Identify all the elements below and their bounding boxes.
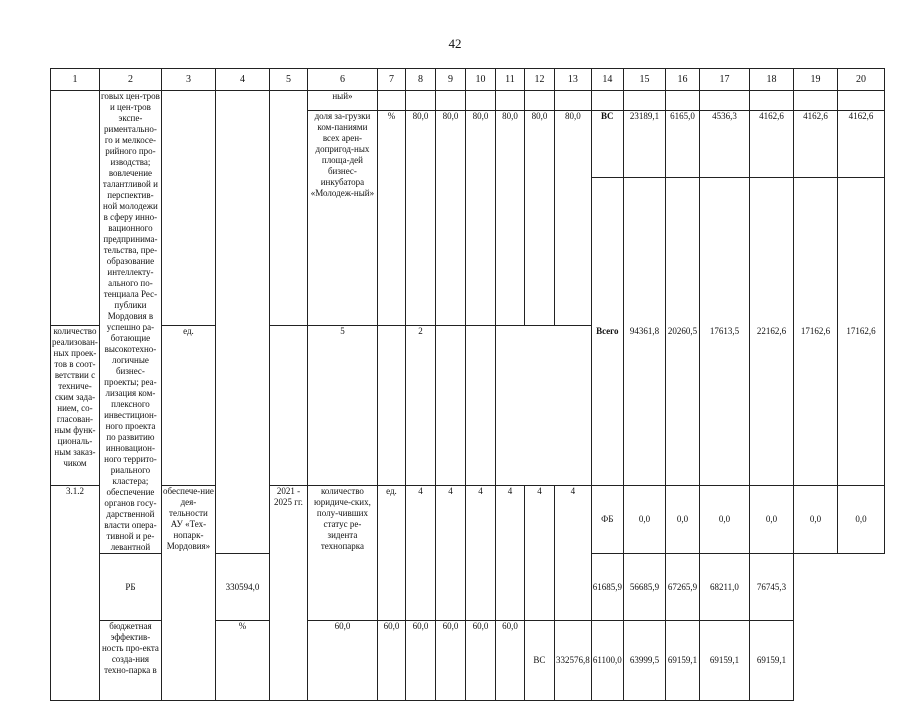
cell-amount: 69159,1 bbox=[749, 621, 793, 701]
cell-amount: 4162,6 bbox=[837, 111, 884, 178]
cell bbox=[793, 91, 837, 111]
col-header: 8 bbox=[405, 69, 435, 91]
program-table bbox=[50, 68, 885, 701]
cell-event bbox=[161, 91, 215, 326]
col-header: 4 bbox=[215, 69, 269, 91]
cell-amount: 94361,8 bbox=[623, 177, 665, 486]
cell-num bbox=[51, 91, 100, 326]
cell-value bbox=[269, 326, 307, 486]
cell-indicator: бюджетная эффектив-ность про-екта созда-ния техно-парка в bbox=[99, 621, 161, 701]
table-row bbox=[51, 91, 885, 111]
col-header: 14 bbox=[591, 69, 623, 91]
cell-value: 4 bbox=[405, 486, 435, 621]
cell-amount: 17613,5 bbox=[699, 177, 749, 486]
cell-value: 80,0 bbox=[495, 111, 524, 326]
cell-value: 80,0 bbox=[465, 111, 495, 326]
col-header: 20 bbox=[837, 69, 884, 91]
cell-amount: 332576,8 bbox=[554, 621, 591, 701]
col-header: 3 bbox=[161, 69, 215, 91]
cell bbox=[554, 91, 591, 111]
cell bbox=[435, 91, 465, 111]
cell bbox=[465, 91, 495, 111]
cell-value bbox=[435, 326, 465, 486]
cell bbox=[623, 91, 665, 111]
header-row bbox=[51, 69, 885, 91]
cell-amount: 0,0 bbox=[699, 486, 749, 554]
cell-value: 80,0 bbox=[435, 111, 465, 326]
cell bbox=[665, 91, 699, 111]
cell-value bbox=[465, 326, 495, 486]
cell-amount: 17162,6 bbox=[837, 177, 884, 486]
col-header: 18 bbox=[749, 69, 793, 91]
cell-value: 60,0 bbox=[435, 621, 465, 701]
cell-amount: 4162,6 bbox=[749, 111, 793, 178]
cell-amount: 56685,9 bbox=[623, 554, 665, 621]
col-header: 5 bbox=[269, 69, 307, 91]
col-header: 15 bbox=[623, 69, 665, 91]
cell-unit: % bbox=[377, 111, 405, 326]
cell-amount: 22162,6 bbox=[749, 177, 793, 486]
cell-amount: 20260,5 bbox=[665, 177, 699, 486]
cell-value: 4 bbox=[435, 486, 465, 621]
cell-amount: 0,0 bbox=[837, 486, 884, 554]
cell-value bbox=[377, 326, 405, 486]
cell-indicator: количество реализован-ных проек-тов в соот-ветствии с техниче-ским зада-нием, со-гласован-ным функ-циональ-ным заказ-чиком bbox=[51, 326, 100, 486]
cell bbox=[699, 91, 749, 111]
cell-value: 4 bbox=[554, 486, 591, 621]
cell bbox=[524, 91, 554, 111]
cell-amount: 0,0 bbox=[749, 486, 793, 554]
cell bbox=[405, 91, 435, 111]
cell-value: 60,0 bbox=[307, 621, 377, 701]
cell-source: ВС bbox=[524, 621, 554, 701]
cell-amount: 61685,9 bbox=[591, 554, 623, 621]
cell-source: ВС bbox=[591, 111, 623, 178]
cell-unit: ед. bbox=[161, 326, 215, 486]
col-header: 13 bbox=[554, 69, 591, 91]
col-header: 12 bbox=[524, 69, 554, 91]
col-header: 1 bbox=[51, 69, 100, 91]
cell-indicator: доля за-грузки ком-паниями всех арен-допригод-ных площа-дей бизнес-инкубатора «Молодеж-ный» bbox=[307, 111, 377, 326]
cell-num: 3.1.2 bbox=[51, 486, 100, 701]
cell-value: 60,0 bbox=[495, 621, 524, 701]
cell bbox=[749, 91, 793, 111]
cell-amount: 4162,6 bbox=[793, 111, 837, 178]
col-header: 19 bbox=[793, 69, 837, 91]
cell-amount: 0,0 bbox=[793, 486, 837, 554]
col-header: 11 bbox=[495, 69, 524, 91]
cell bbox=[591, 91, 623, 111]
cell-value: 80,0 bbox=[554, 111, 591, 326]
table-row bbox=[51, 486, 885, 554]
cell-amount: 0,0 bbox=[665, 486, 699, 554]
cell-value: 60,0 bbox=[405, 621, 435, 701]
page-number: 42 bbox=[448, 36, 462, 51]
col-header: 17 bbox=[699, 69, 749, 91]
cell-value: 2 bbox=[405, 326, 435, 486]
cell-indicator: ный» bbox=[307, 91, 377, 111]
cell-goal: говых цен-тров и цен-тров экспе-риментально-го и мелкосе-рийного про-изводства; вовлечение талантливой и перспектив-ной молодежи в сферу инно-вационного предпринима-тельства, пре-образование интеллекту-ального по-тенциала Рес-публики Мордовия в успешно ра-ботающие высокотехно-логичные бизнес-проекты; реа-лизация ком-плексного инвестицион-ного проекта по развитию инновацион-ного террито-риального кластера; обеспечение органов госу-дарственной власти опера-тивной и ре-левантной bbox=[100, 91, 160, 552]
cell-period bbox=[269, 91, 307, 326]
cell-unit: % bbox=[215, 621, 269, 701]
cell-unit: ед. bbox=[377, 486, 405, 621]
cell-period: 2021 - 2025 гг. bbox=[269, 486, 307, 701]
cell-value: 4 bbox=[495, 486, 524, 621]
col-header: 7 bbox=[377, 69, 405, 91]
cell bbox=[377, 91, 405, 111]
col-header: 9 bbox=[435, 69, 465, 91]
cell-value: 80,0 bbox=[405, 111, 435, 326]
cell-amount: 69159,1 bbox=[665, 621, 699, 701]
cell-source: РБ bbox=[99, 554, 161, 621]
col-header: 2 bbox=[99, 69, 161, 91]
cell-value: 60,0 bbox=[465, 621, 495, 701]
col-header: 10 bbox=[465, 69, 495, 91]
cell bbox=[837, 91, 884, 111]
cell bbox=[495, 91, 524, 111]
cell-amount: 69159,1 bbox=[699, 621, 749, 701]
col-header: 6 bbox=[307, 69, 377, 91]
cell-amount: 61100,0 bbox=[591, 621, 623, 701]
cell-amount: 76745,3 bbox=[749, 554, 793, 621]
cell-amount: 6165,0 bbox=[665, 111, 699, 178]
cell-amount: 67265,9 bbox=[665, 554, 699, 621]
cell-amount: 330594,0 bbox=[215, 554, 269, 621]
cell-value: 60,0 bbox=[377, 621, 405, 701]
cell-indicator: количество юридиче-ских, полу-чивших статус ре-зидента технопарка bbox=[307, 486, 377, 621]
cell-value: 4 bbox=[465, 486, 495, 621]
cell-amount: 4536,3 bbox=[699, 111, 749, 178]
cell-source: ФБ bbox=[591, 486, 623, 554]
cell-amount: 17162,6 bbox=[793, 177, 837, 486]
cell-amount: 63999,5 bbox=[623, 621, 665, 701]
cell-amount: 23189,1 bbox=[623, 111, 665, 178]
cell-source: Всего bbox=[591, 177, 623, 486]
cell-value: 4 bbox=[524, 486, 554, 621]
col-header: 16 bbox=[665, 69, 699, 91]
cell-value: 80,0 bbox=[524, 111, 554, 326]
cell-value: 5 bbox=[307, 326, 377, 486]
cell-event: обеспече-ние дея-тельности АУ «Тех-нопарк-Мордовия» bbox=[161, 486, 215, 701]
cell-amount: 0,0 bbox=[623, 486, 665, 554]
cell-col4 bbox=[215, 91, 269, 554]
cell-amount: 68211,0 bbox=[699, 554, 749, 621]
